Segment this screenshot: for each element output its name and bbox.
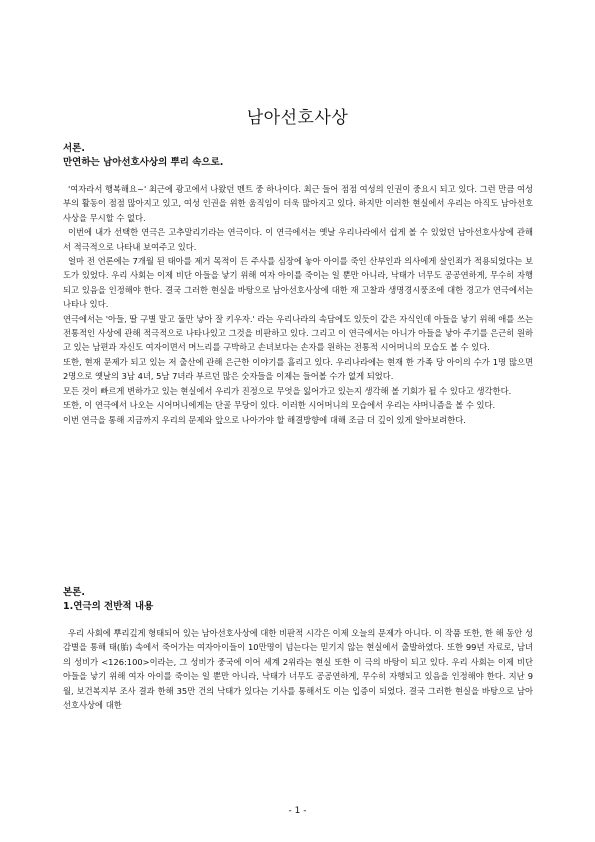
intro-paragraph: '여자라서 행복해요~' 최근에 광고에서 나왔던 멘트 중 하나이다. 최근 들어 점점 여성의 인권이 중요시 되고 있다. 그런 만큼 여성부의 활동이 점점 많아지고 있고, 여성 인권을 위한 움직임이 더욱 많아지고 있다. 하지만 이러한 현실에서 우리는 아직도 남아선호사상을 무시할 수 없다. bbox=[63, 184, 534, 223]
intro-paragraph: 모든 것이 빠르게 변하가고 있는 현실에서 우리가 진정으로 무엇을 잃어가고 있는지 생각해 볼 기회가 될 수 있다고 생각한다. bbox=[63, 385, 512, 396]
document-title: 남아선호사상 bbox=[246, 108, 349, 129]
intro-paragraph: 얼마 전 언론에는 7개월 된 태아를 제거 목적이 든 주사를 심장에 놓아 아이를 죽인 산부인과 의사에게 살인죄가 적용되었다는 보도가 있었다. 우리 사회는 이제 비단 아들을 낳기 위해 여자 아이를 죽이는 일 뿐만 아니라, 낙태가 너무도 공공연하게, 무수히 자행되고 있음을 인정해야 한다. 결국 그러한 현실을 바탕으로 남아선호사상에 대한 재 고찰과 생명경시풍조에 대한 경고가 연극에서는 나타나 있다. bbox=[63, 256, 533, 310]
page-number: - 1 - bbox=[288, 806, 307, 816]
intro-paragraph: 연극에서는 '아들, 딸 구별 말고 둘만 낳아 잘 키우자.' 라는 우리나라의 속담에도 있듯이 같은 자식인데 아들을 낳기 위해 애를 쓰는 전통적인 사상에 관해 적극적으로 나타나있고 그것을 비판하고 있다. 그리고 이 연극에서는 아니가 아들을 낳아 주기를 은근히 원하고 있는 남편과 자신도 여자이면서 며느리를 구박하고 손녀보다는 손자를 원하는 전통적 시어머니의 모습도 볼 수 있다. bbox=[63, 313, 533, 353]
body-paragraph: 우리 사회에 뿌리깊게 형태되어 있는 남아선호사상에 대한 비판적 시각은 이제 오늘의 문제가 아니다. 이 작품 또한, 한 해 동안 성감별을 통해 태(胎) 속에서 죽어가는 여자아이들이 10만명이 넘는다는 믿기지 않는 현실에서 출발하였다. 또한 99년 자료로, 남녀의 성비가 <126:100>이라는, 그 성비가 중국에 이어 세계 2위라는 현실 또한 이 극의 바탕이 되고 있다. 우리 사회는 이제 비단 아들을 낳기 위해 여자 아이를 죽이는 일 뿐만 아니라, 낙태가 너무도 공공연하게, 무수히 자행되고 있음을 인정해야 한다. 지난 9월, 보건복지부 조사 결과 한해 35만 건의 낙태가 있다는 기사를 통해서도 이는 입증이 되었다. 결국 그러한 현실을 바탕으로 남아선호사상에 대한 bbox=[63, 628, 533, 711]
intro-subheading: 만연하는 남아선호사상의 뿌리 속으로. bbox=[63, 157, 224, 168]
intro-paragraph: 또한, 현재 문제가 되고 있는 저 출산에 관해 은근한 이야기를 흘리고 있다. 우리나라에는 현재 한 가족 당 아이의 수가 1명 많으면 2명으로 옛날의 3남 4녀, 5남 7녀라 부르던 많은 숫자들을 이제는 들어볼 수가 없게 되었다. bbox=[63, 356, 533, 382]
intro-paragraph: 이번 연극을 통해 지금까지 우리의 문제와 앞으로 나아가야 할 해결방향에 대해 조금 더 깊이 있게 알아보려한다. bbox=[63, 414, 466, 425]
intro-paragraph: 또한, 이 연극에서 나오는 시어머니에게는 단골 무당이 있다. 이러한 시어머니의 모습에서 우리는 샤머니즘을 볼 수 있다. bbox=[63, 400, 496, 411]
body-heading: 본론. bbox=[63, 587, 85, 598]
intro-heading: 서론. bbox=[63, 143, 85, 154]
intro-paragraph: 이번에 내가 선택한 연극은 고추말리기라는 연극이다. 이 연극에서는 옛날 우리나라에서 쉽게 볼 수 있었던 남아선호사상에 관해서 적극적으로 나타내 보여주고 있다. bbox=[63, 227, 533, 252]
body-section bbox=[63, 586, 533, 712]
body-subheading: 1.연극의 전반적 내용 bbox=[63, 601, 154, 612]
intro-section bbox=[63, 142, 533, 427]
